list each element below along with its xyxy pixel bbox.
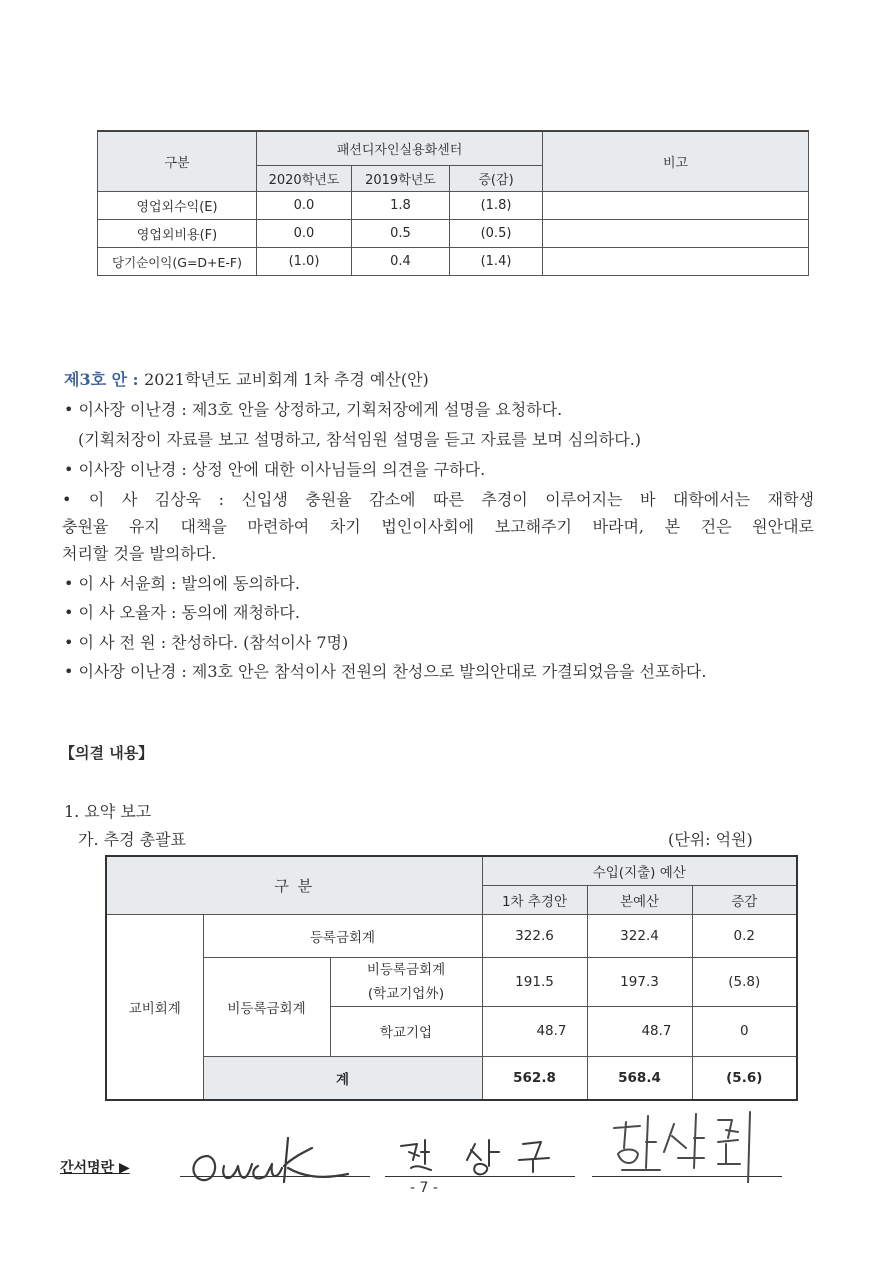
cell-remark: [543, 220, 809, 248]
minutes-line: 처리할 것을 발의하다.: [62, 544, 217, 563]
signature-field-label: 간서명란 ▶: [60, 1160, 130, 1176]
cell-main: 322.4: [587, 914, 692, 957]
minutes-line: • 이사장 이난경 : 상정 안에 대한 이사님들의 의견을 구하다.: [64, 460, 486, 479]
cell-revised: 48.7: [482, 1006, 587, 1056]
change-header: 증감: [692, 885, 797, 914]
summary-report-heading: 1. 요약 보고: [64, 802, 152, 821]
revised-budget-header: 1차 추경안: [482, 885, 587, 914]
cell-2020: 0.0: [257, 220, 352, 248]
cell-2020: 0.0: [257, 192, 352, 220]
cell-2019: 0.5: [352, 220, 450, 248]
center-income-table: [97, 130, 809, 276]
minutes-line: • 이 사 전 원 : 찬성하다. (참석이사 7명): [64, 633, 349, 652]
non-tuition-label: 비등록금회계: [203, 957, 330, 1056]
row-label: 영업외비용(F): [98, 220, 257, 248]
remark-header: 비고: [543, 131, 809, 192]
table-row: [106, 914, 797, 957]
page-number: - 7 -: [410, 1180, 438, 1196]
cell-main: 197.3: [587, 957, 692, 1006]
total-label: 계: [203, 1056, 482, 1100]
center-name-header: 패션디자인실용화센터: [257, 131, 543, 166]
cell-2019: 1.8: [352, 192, 450, 220]
cell-revised: 191.5: [482, 957, 587, 1006]
non-tuition-sub-label-1: 비등록금회계: [366, 961, 446, 978]
cell-change: 0: [692, 1006, 797, 1056]
minutes-line: • 이사장 이난경 : 제3호 안을 상정하고, 기획처장에게 설명을 요청하다.: [64, 400, 563, 419]
non-tuition-sub-label-2: (학교기업外): [367, 985, 445, 1002]
agenda-title: 2021학년도 교비회계 1차 추경 예산(안): [144, 370, 429, 389]
minutes-line: • 이사장 이난경 : 제3호 안은 참석이사 전원의 찬성으로 발의안대로 가결되었음을 선포하다.: [64, 662, 707, 681]
agenda-label: 제3호 안: [64, 370, 128, 389]
cell-remark: [543, 192, 809, 220]
row-label: 당기순이익(G=D+E-F): [98, 248, 257, 276]
minutes-line: 충원율 유지 대책을 마련하여 차기 법인이사회에 보고해주기 바라며, 본 건은 원안대로: [62, 517, 814, 536]
cell-main: 568.4: [587, 1056, 692, 1100]
year-2020-header: 2020학년도: [257, 166, 352, 192]
col-group-header: 구 분: [106, 856, 482, 914]
cell-change: (5.6): [692, 1056, 797, 1100]
school-enterprise-label: 학교기업: [330, 1006, 482, 1056]
cell-diff: (1.8): [450, 192, 543, 220]
agenda-colon: :: [127, 370, 145, 389]
cell-change: 0.2: [692, 914, 797, 957]
cell-revised: 562.8: [482, 1056, 587, 1100]
table-row: [98, 220, 809, 248]
table-row: [98, 248, 809, 276]
col-group-header: 구분: [98, 131, 257, 192]
cell-2020: (1.0): [257, 248, 352, 276]
main-budget-header: 본예산: [587, 885, 692, 914]
agenda-heading: [64, 367, 429, 390]
handwritten-signature-2: [395, 1130, 575, 1180]
cell-remark: [543, 248, 809, 276]
minutes-line: • 이 사 김상욱 : 신입생 충원율 감소에 따른 추경이 이루어지는 바 대학에서는 재학생: [62, 490, 814, 509]
handwritten-signature-3: [600, 1108, 770, 1183]
handwritten-signature-1: [180, 1118, 370, 1193]
cell-change: (5.8): [692, 957, 797, 1006]
unit-label: (단위: 억원): [668, 830, 753, 849]
cell-diff: (1.4): [450, 248, 543, 276]
diff-header: 증(감): [450, 166, 543, 192]
resolution-heading: 【의결 내용】: [60, 744, 154, 762]
budget-group-header: 수입(지출) 예산: [482, 856, 797, 885]
cell-diff: (0.5): [450, 220, 543, 248]
budget-summary-heading: 가. 추경 총괄표: [78, 830, 186, 849]
minutes-line: • 이 사 오율자 : 동의에 재청하다.: [64, 603, 300, 622]
tuition-label: 등록금회계: [203, 914, 482, 957]
minutes-line: • 이 사 서윤희 : 발의에 동의하다.: [64, 574, 300, 593]
minutes-line: (기획처장이 자료를 보고 설명하고, 참석임원 설명을 듣고 자료를 보며 심의하다.): [78, 430, 642, 449]
non-tuition-sub-label: [330, 957, 482, 1006]
cell-main: 48.7: [587, 1006, 692, 1056]
account-label: 교비회계: [106, 914, 203, 1100]
row-label: 영업외수익(E): [98, 192, 257, 220]
cell-2019: 0.4: [352, 248, 450, 276]
budget-summary-table: [105, 855, 798, 1101]
table-row-total: [106, 1056, 797, 1100]
table-row: [106, 957, 797, 1006]
table-row: [98, 192, 809, 220]
cell-revised: 322.6: [482, 914, 587, 957]
year-2019-header: 2019학년도: [352, 166, 450, 192]
